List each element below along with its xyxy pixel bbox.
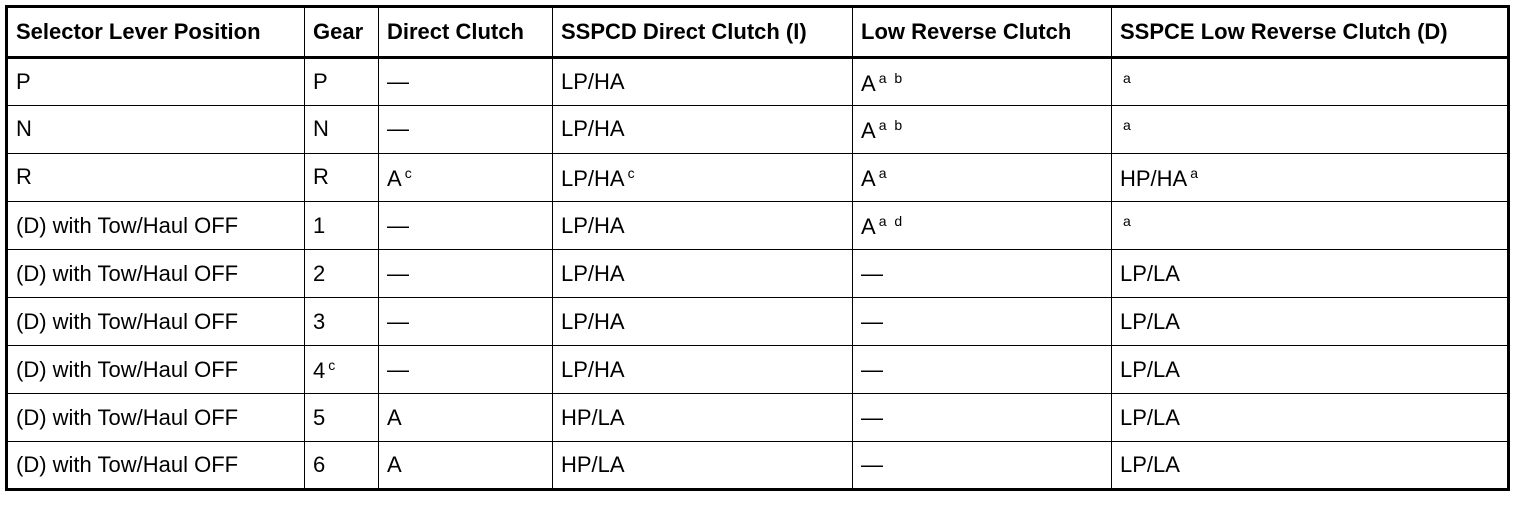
cell-sspce-low-reverse-clutch bbox=[1112, 298, 1509, 346]
table-row bbox=[7, 106, 1509, 154]
cell-direct-clutch bbox=[379, 58, 553, 106]
gear-footnote: c bbox=[328, 356, 338, 373]
cell-gear bbox=[305, 298, 379, 346]
gear-value: 4 bbox=[313, 357, 326, 383]
cell-selector-position bbox=[7, 58, 305, 106]
table-row bbox=[7, 58, 1509, 106]
cell-direct-clutch bbox=[379, 202, 553, 250]
gear-value: 2 bbox=[313, 260, 326, 286]
direct-clutch-value: — bbox=[387, 116, 409, 141]
direct-clutch-value: A bbox=[387, 404, 402, 430]
selector-position-value: P bbox=[16, 69, 31, 94]
cell-sspcd-direct-clutch bbox=[553, 106, 853, 154]
sspce-value: LP/LA bbox=[1120, 356, 1180, 382]
header-direct-clutch: Direct Clutch bbox=[379, 7, 553, 58]
cell-gear bbox=[305, 250, 379, 298]
header-gear: Gear bbox=[305, 7, 379, 58]
cell-selector-position bbox=[7, 394, 305, 442]
cell-selector-position bbox=[7, 298, 305, 346]
cell-sspce-low-reverse-clutch bbox=[1112, 106, 1509, 154]
cell-sspce-low-reverse-clutch bbox=[1112, 346, 1509, 394]
sspcd-value: LP/HA bbox=[561, 116, 625, 141]
direct-clutch-value: — bbox=[387, 356, 409, 382]
selector-position-value: (D) with Tow/Haul OFF bbox=[16, 260, 239, 286]
gear-value: 1 bbox=[313, 212, 326, 238]
direct-clutch-value: — bbox=[387, 69, 409, 94]
cell-selector-position bbox=[7, 154, 305, 202]
low-reverse-value: A bbox=[861, 213, 876, 239]
header-sspce-low-reverse-clutch: SSPCE Low Reverse Clutch (D) bbox=[1112, 7, 1509, 58]
table-row bbox=[7, 442, 1509, 490]
cell-gear bbox=[305, 346, 379, 394]
sspcd-value: HP/LA bbox=[561, 404, 625, 430]
sspcd-value: LP/HA bbox=[561, 212, 625, 238]
direct-clutch-value: A bbox=[387, 166, 402, 191]
table-row bbox=[7, 394, 1509, 442]
cell-low-reverse-clutch bbox=[853, 298, 1112, 346]
direct-clutch-value: — bbox=[387, 260, 409, 286]
low-reverse-value: — bbox=[861, 308, 883, 334]
low-reverse-footnote: a b bbox=[878, 117, 905, 133]
cell-direct-clutch bbox=[379, 250, 553, 298]
sspcd-value: LP/HA bbox=[561, 308, 625, 334]
direct-clutch-value: A bbox=[387, 452, 402, 477]
cell-low-reverse-clutch bbox=[853, 58, 1112, 106]
low-reverse-footnote: a d bbox=[878, 212, 905, 229]
cell-low-reverse-clutch bbox=[853, 442, 1112, 490]
table-row bbox=[7, 250, 1509, 298]
header-row bbox=[7, 7, 1509, 58]
cell-direct-clutch bbox=[379, 442, 553, 490]
cell-low-reverse-clutch bbox=[853, 106, 1112, 154]
cell-sspcd-direct-clutch bbox=[553, 58, 853, 106]
cell-sspce-low-reverse-clutch bbox=[1112, 394, 1509, 442]
cell-sspcd-direct-clutch bbox=[553, 394, 853, 442]
table-row bbox=[7, 202, 1509, 250]
selector-position-value: (D) with Tow/Haul OFF bbox=[16, 212, 239, 238]
gear-value: 3 bbox=[313, 308, 326, 334]
gear-value: N bbox=[313, 116, 329, 141]
cell-selector-position bbox=[7, 442, 305, 490]
cell-sspce-low-reverse-clutch bbox=[1112, 154, 1509, 202]
header-low-reverse-clutch: Low Reverse Clutch bbox=[853, 7, 1112, 58]
selector-position-value: (D) with Tow/Haul OFF bbox=[16, 308, 239, 334]
low-reverse-value: — bbox=[861, 260, 883, 286]
sspce-footnote: a bbox=[1123, 212, 1133, 229]
cell-sspcd-direct-clutch bbox=[553, 250, 853, 298]
table-header bbox=[7, 7, 1509, 58]
cell-sspce-low-reverse-clutch bbox=[1112, 202, 1509, 250]
cell-low-reverse-clutch bbox=[853, 394, 1112, 442]
cell-gear bbox=[305, 154, 379, 202]
sspcd-value: LP/HA bbox=[561, 69, 625, 94]
cell-low-reverse-clutch bbox=[853, 250, 1112, 298]
direct-clutch-footnote: c bbox=[404, 165, 414, 181]
direct-clutch-value: — bbox=[387, 212, 409, 238]
cell-selector-position bbox=[7, 202, 305, 250]
sspcd-value: LP/HA bbox=[561, 356, 625, 382]
cell-low-reverse-clutch bbox=[853, 154, 1112, 202]
low-reverse-value: — bbox=[861, 356, 883, 382]
cell-sspcd-direct-clutch bbox=[553, 298, 853, 346]
sspcd-value: LP/HA bbox=[561, 166, 625, 191]
cell-direct-clutch bbox=[379, 154, 553, 202]
cell-low-reverse-clutch bbox=[853, 202, 1112, 250]
header-sspcd-direct-clutch: SSPCD Direct Clutch (I) bbox=[553, 7, 853, 58]
sspce-value: LP/LA bbox=[1120, 308, 1180, 334]
cell-direct-clutch bbox=[379, 394, 553, 442]
table-row bbox=[7, 154, 1509, 202]
cell-selector-position bbox=[7, 106, 305, 154]
selector-position-value: (D) with Tow/Haul OFF bbox=[16, 452, 239, 477]
cell-sspcd-direct-clutch bbox=[553, 442, 853, 490]
cell-sspcd-direct-clutch bbox=[553, 154, 853, 202]
sspce-footnote: a bbox=[1123, 117, 1133, 133]
header-selector-lever-position: Selector Lever Position bbox=[7, 7, 305, 58]
cell-gear bbox=[305, 394, 379, 442]
cell-gear bbox=[305, 58, 379, 106]
cell-sspce-low-reverse-clutch bbox=[1112, 442, 1509, 490]
clutch-apply-table bbox=[5, 5, 1510, 491]
cell-gear bbox=[305, 202, 379, 250]
table-row bbox=[7, 298, 1509, 346]
cell-gear bbox=[305, 106, 379, 154]
sspce-value: LP/LA bbox=[1120, 260, 1180, 286]
cell-gear bbox=[305, 442, 379, 490]
cell-selector-position bbox=[7, 346, 305, 394]
cell-direct-clutch bbox=[379, 106, 553, 154]
sspcd-footnote: c bbox=[627, 165, 637, 181]
cell-sspcd-direct-clutch bbox=[553, 202, 853, 250]
low-reverse-value: — bbox=[861, 404, 883, 430]
sspcd-value: HP/LA bbox=[561, 452, 625, 477]
low-reverse-value: — bbox=[861, 452, 883, 477]
cell-sspcd-direct-clutch bbox=[553, 346, 853, 394]
low-reverse-value: A bbox=[861, 166, 876, 191]
selector-position-value: (D) with Tow/Haul OFF bbox=[16, 356, 239, 382]
low-reverse-value: A bbox=[861, 118, 876, 143]
selector-position-value: (D) with Tow/Haul OFF bbox=[16, 404, 239, 430]
cell-direct-clutch bbox=[379, 346, 553, 394]
gear-value: P bbox=[313, 69, 328, 94]
cell-selector-position bbox=[7, 250, 305, 298]
direct-clutch-value: — bbox=[387, 308, 409, 334]
sspce-value: LP/LA bbox=[1120, 452, 1180, 477]
cell-sspce-low-reverse-clutch bbox=[1112, 58, 1509, 106]
low-reverse-footnote: a b bbox=[878, 70, 905, 86]
cell-sspce-low-reverse-clutch bbox=[1112, 250, 1509, 298]
gear-value: 6 bbox=[313, 452, 326, 477]
cell-direct-clutch bbox=[379, 298, 553, 346]
low-reverse-value: A bbox=[861, 71, 876, 96]
table-row bbox=[7, 346, 1509, 394]
low-reverse-footnote: a bbox=[878, 165, 889, 181]
sspcd-value: LP/HA bbox=[561, 260, 625, 286]
gear-value: R bbox=[313, 164, 329, 189]
cell-low-reverse-clutch bbox=[853, 346, 1112, 394]
sspce-value: HP/HA bbox=[1120, 166, 1188, 191]
gear-value: 5 bbox=[313, 404, 326, 430]
selector-position-value: R bbox=[16, 164, 32, 189]
table-body bbox=[7, 58, 1509, 490]
selector-position-value: N bbox=[16, 116, 32, 141]
sspce-value: LP/LA bbox=[1120, 404, 1180, 430]
sspce-footnote: a bbox=[1190, 165, 1201, 181]
sspce-footnote: a bbox=[1123, 70, 1133, 86]
